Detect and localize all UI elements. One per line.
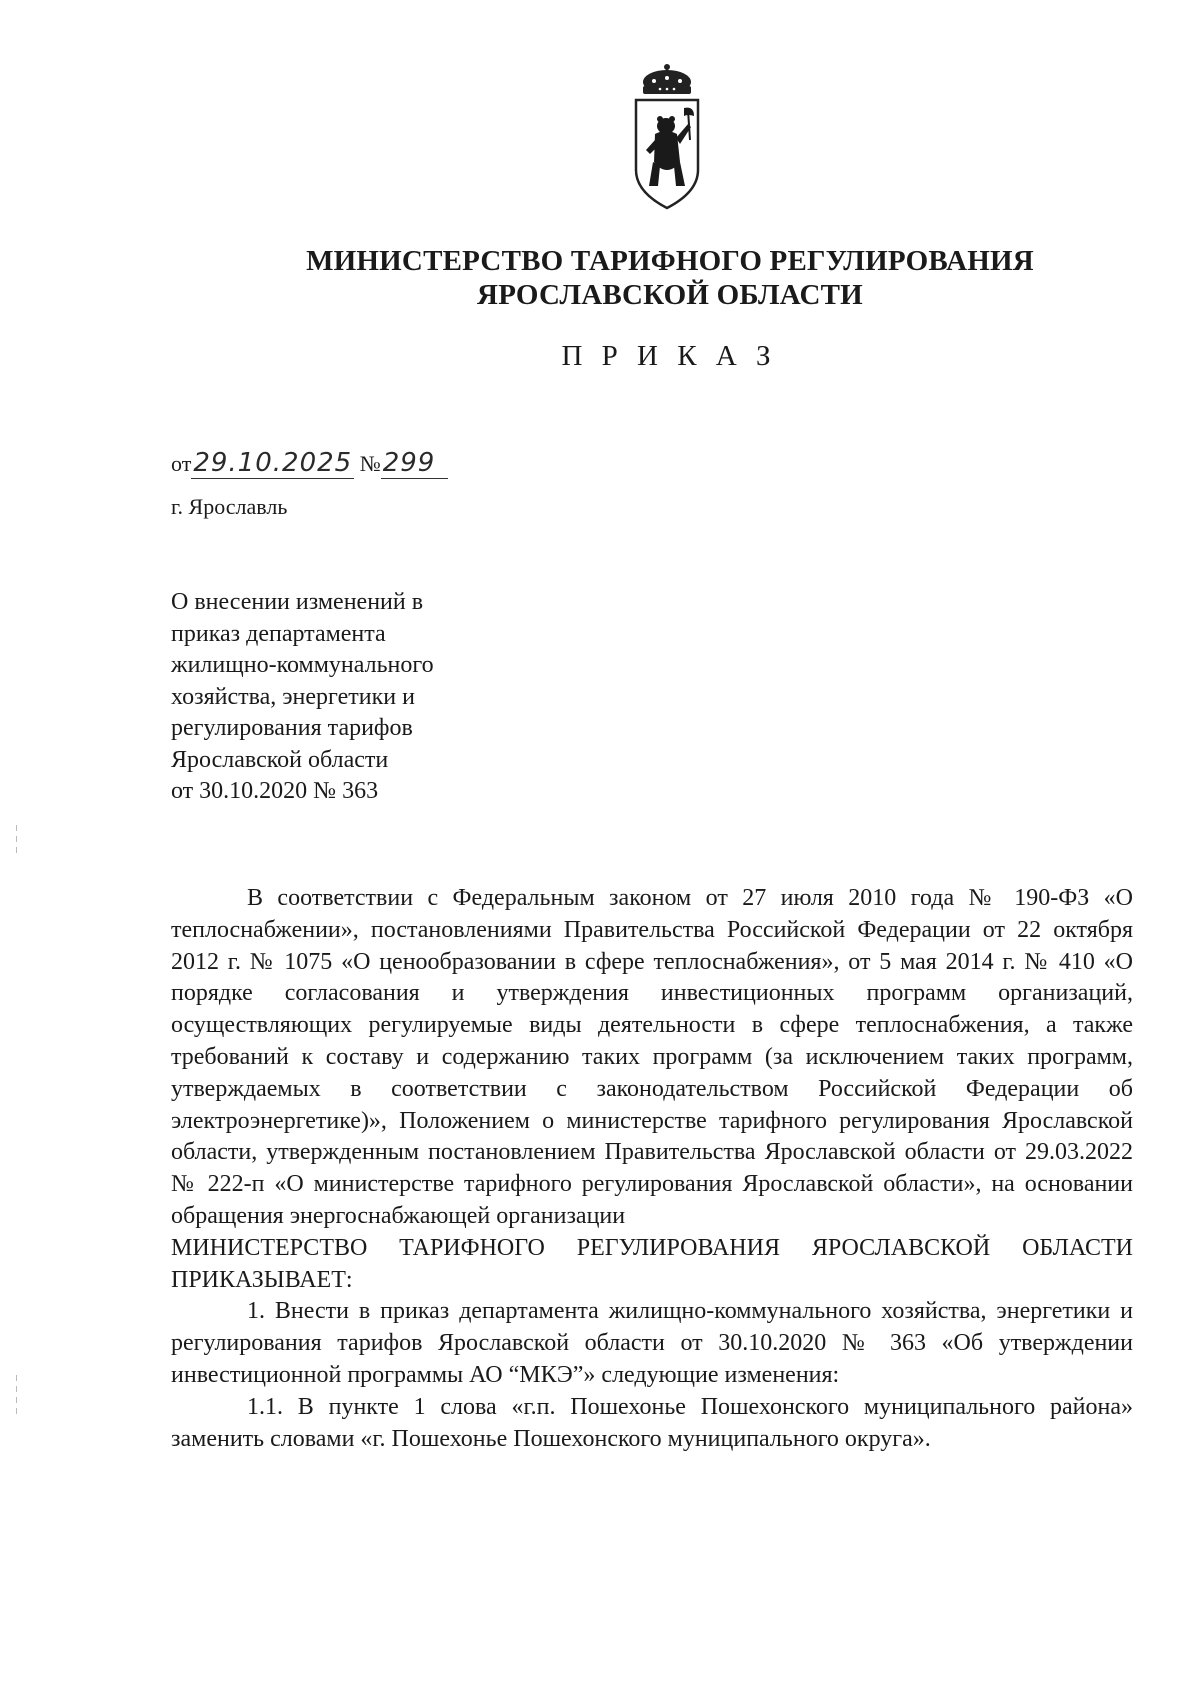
city-label: г. Ярославль xyxy=(171,494,288,519)
scan-margin-marks xyxy=(14,820,18,858)
ministry-name-line1: МИНИСТЕРСТВО ТАРИФНОГО РЕГУЛИРОВАНИЯ xyxy=(306,245,1034,277)
item-1-paragraph: 1. Внести в приказ департамента жилищно-коммунального хозяйства, энергетики и регулирования тарифов Ярославской области от 30.10.2020 № 363 «Об утверждении инвестиционной программы АО “МКЭ”» следующие изменения: xyxy=(171,1298,1133,1388)
date-number-line xyxy=(171,448,448,479)
ministry-name-line2: ЯРОСЛАВСКОЙ ОБЛАСТИ xyxy=(477,279,863,311)
subject-line: хозяйства, энергетики и xyxy=(171,683,415,710)
subject-line: Ярославской области xyxy=(171,746,389,773)
handwritten-number: 299 xyxy=(382,448,436,478)
item-1-1-paragraph: 1.1. В пункте 1 слова «г.п. Пошехонье Пошехонского муниципального района» заменить словами «г. Пошехонье Пошехонского муниципального округа». xyxy=(171,1393,1133,1452)
subject-line: от 30.10.2020 № 363 xyxy=(171,778,379,804)
handwritten-date: 29.10.2025 xyxy=(193,448,353,478)
order-body xyxy=(171,883,1133,1455)
preamble-paragraph: В соответствии с Федеральным законом от 27 июля 2010 года № 190-ФЗ «О теплоснабжении», постановлениями Правительства Российской Федерации от 22 октября 2012 г. № 1075 «О ценообразовании в сфере теплоснабжения», от 5 мая 2014 г. № 410 «О порядке согласования и утверждения инвестиционных программ организаций, осуществляющих регулируемые виды деятельности в сфере теплоснабжения, а также требований к составу и содержанию таких программ (за исключением таких программ, утверждаемых в соответствии с законодательством Российской Федерации об электроэнергетике)», Положением о министерстве тарифного регулирования Ярославской области, утвержденным постановлением Правительства Ярославской области от 29.03.2022 № 222-п «О министерстве тарифного регулирования Ярославской области», на основании обращения энергоснабжающей организации xyxy=(171,885,1133,1229)
resolution-paragraph: МИНИСТЕРСТВО ТАРИФНОГО РЕГУЛИРОВАНИЯ ЯРОСЛАВСКОЙ ОБЛАСТИ ПРИКАЗЫВАЕТ: xyxy=(171,1234,1133,1293)
subject-line: жилищно-коммунального xyxy=(171,652,434,678)
scan-margin-marks xyxy=(14,1370,18,1419)
coat-of-arms-bear-icon xyxy=(622,62,712,212)
date-prefix: от xyxy=(171,451,192,476)
subject-line: О внесении изменений в xyxy=(171,589,424,615)
document-type-title: П Р И К А З xyxy=(561,340,777,372)
order-subject xyxy=(171,587,511,808)
ministry-name xyxy=(0,244,1200,312)
subject-line: приказ департамента xyxy=(171,620,386,647)
number-prefix: № xyxy=(359,451,381,476)
subject-line: регулирования тарифов xyxy=(171,715,413,741)
